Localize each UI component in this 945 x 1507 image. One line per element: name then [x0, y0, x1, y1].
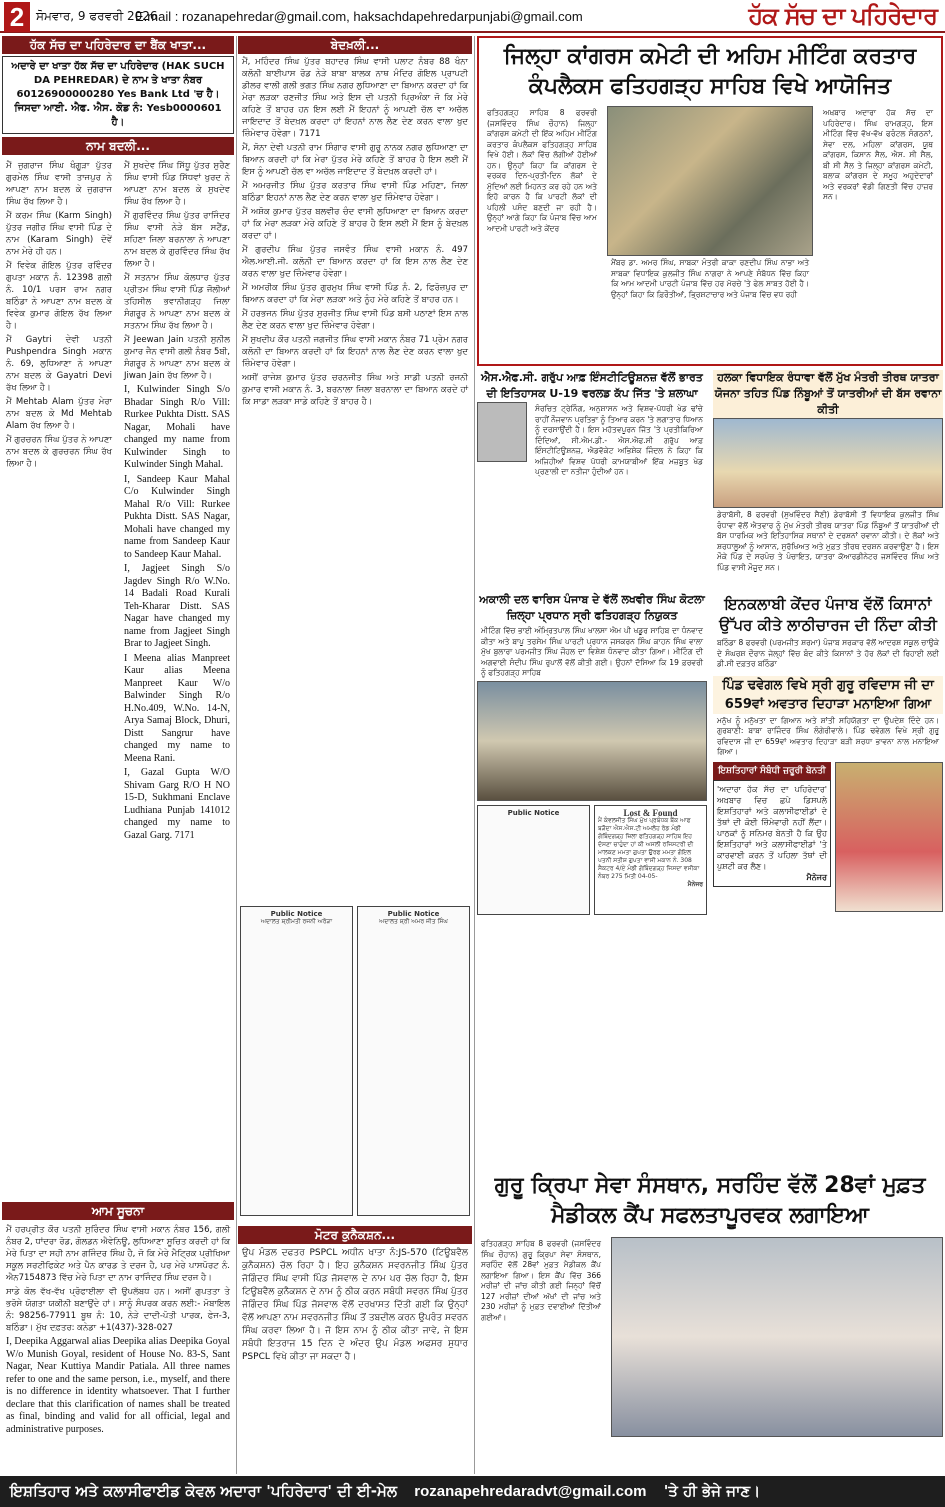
- list-item: ਮੈਂ ਸਤਨਾਮ ਸਿੰਘ ਕੋਲਧਾਰ ਪੁੱਤਰ ਪ੍ਰੀਤਮ ਸਿੰਘ ਵਾਸੀ ਪਿੰਡ ਜੌਲੀਆਂ ਤਹਿਸੀਲ ਭਵਾਨੀਗੜ੍ਹ ਜਿਲਾ ਸੰਗਰੂਰ ਨੇ ਆਪਣਾ ਨਾਮ ਬਦਲ ਕੇ ਸਤਨਾਮ ਸਿੰਘ ਰੱਖ ਲਿਆ ਹੈ।: [124, 273, 230, 331]
- column-divider: [474, 36, 475, 1474]
- list-item: I Meena alias Manpreet Kaur alias Meena Manpreet Kaur W/o Balwinder Singh R/o H.No.409, W.No. 14-N, Arya Samaj Block, Dhuri, Distt Sangrur have changed my name to Meena Rani.: [124, 652, 230, 764]
- ravidas-headline: ਪਿੰਡ ਢਵੇਗਲ ਵਿਖੇ ਸ੍ਰੀ ਗੁਰੂ ਰਵਿਦਾਸ ਜੀ ਦਾ 659ਵਾਂ ਅਵਤਾਰ ਦਿਹਾੜਾ ਮਨਾਇਆ ਗਿਆ: [713, 676, 943, 714]
- disinheritance-title: ਬੇਦਖ਼ਲੀ...: [238, 36, 472, 54]
- footer-email[interactable]: rozanapehredaradvt@gmail.com: [414, 1483, 647, 1500]
- randhawa-headline: ਹਲਕਾ ਵਿਧਾਇਕ ਰੰਧਾਵਾ ਵੱਲੋਂ ਮੁੱਖ ਮੰਤਰੀ ਤੀਰਥ ਯਾਤਰਾ ਯੋਜਨਾ ਤਹਿਤ ਪਿੰਡ ਨਿੰਬੂਆਂ ਤੋਂ ਯਾਤਰੀਆਂ ਦੀ ਬੱਸ ਰਵਾਨਾ ਕੀਤੀ: [714, 371, 942, 416]
- news-section: [477, 36, 943, 1474]
- farmers-text: ਬਠਿੰਡਾ 8 ਫਰਵਰੀ (ਪਰਮਜੀਤ ਸ਼ਰਮਾ) ਪੰਜਾਬ ਸਰਕਾਰ ਵੱਲੋਂ ਆਦਰਸ਼ ਸਕੂਲ ਚਾਉਕੇ ਦੇ ਸੰਘਰਸ਼ ਦੌਰਾਨ ਜੇਲ੍ਹਾਂ ਵਿੱਚ ਬੰਦ ਕੀਤੇ ਕਿਸਾਨਾਂ ਤੇ ਹੋਰ ਲੋਕਾਂ ਦੀ ਰਿਹਾਈ ਲਈ ਡੀ.ਸੀ ਦਫ਼ਤਰ ਬਠਿੰਡਾ: [717, 638, 939, 668]
- contact-email: E.mail : rozanapehredar@gmail.com, haksachdapehredarpunjabi@gmail.com: [135, 9, 583, 24]
- list-item: ਮੈਂ, ਮਹਿੰਦਰ ਸਿੰਘ ਪੁੱਤਰ ਬਹਾਦਰ ਸਿੰਘ ਵਾਸੀ ਪਲਾਟ ਨੰਬਰ 88 ਖੰਨਾ ਕਲੋਨੀ ਬਾਈਪਾਸ ਰੋਡ ਨੇੜੇ ਬਾਬਾ ਬਾਲਕ ਨਾਥ ਮੰਦਿਰ ਗੋਇਲ ਪ੍ਰਾਪਟੀ ਡੀਲਰ ਵਾਲੀ ਗਲੀ ਭਗਤ ਸਿੰਘ ਨਗਰ ਲੁਧਿਆਣਾ ਦਾ ਬਿਆਨ ਕਰਦਾ ਹਾਂ ਕਿ ਮੇਰਾ ਲੜਕਾ ਰਣਜੀਤ ਸਿੰਘ ਅਤੇ ਇਸ ਦੀ ਪਤਨੀ ਪ੍ਰਿਅੰਕਾ ਜੋ ਕਿ ਮੇਰੇ ਕਹਿਣੇ ਤੋਂ ਬਾਹਰ ਹਨ ਇਸ ਲਈ ਮੈਂ ਇਹਨਾਂ ਨੂੰ ਆਪਣੀ ਚੱਲ ਵਾ ਅਚੱਲ ਜਾਇਦਾਦ ਤੋਂ ਬੇਦਖ਼ਲ ਕਰਦਾ ਹਾਂ ਇਹਨਾਂ ਨਾਲ ਲੈਣ ਦੇਣ ਕਰਨ ਵਾਲਾ ਖੁਦ ਜ਼ਿੰਮੇਵਾਰ ਹੋਵੇਗਾ। 7171: [242, 57, 468, 139]
- list-item: I, Sandeep Kaur Mahal C/o Kulwinder Singh Mahal R/o Vill: Rurkee Pukhta Distt. SAS Nagar, Mohali have changed my name from Sandeep Kaur to Sandeep Kaur Mahal.: [124, 473, 230, 560]
- public-notice-1: Public Notice ਅਦਾਲਤ ਸ਼੍ਰੀਮਤੀ ਰਜਨੀ ਅਰੋੜਾ: [240, 906, 353, 1216]
- akali-text: ਮੀਟਿੰਗ ਵਿੱਚ ਭਾਈ ਅੰਮ੍ਰਿਤਪਾਲ ਸਿੰਘ ਖਾਲਸਾ ਐਮ ਪੀ ਖਡੂਰ ਸਾਹਿਬ ਦਾ ਧੰਨਵਾਦ ਕੀਤਾ ਅਤੇ ਬਾਪੂ ਤਰਸੇਮ ਸਿੰਘ ਪਾਰਟੀ ਪ੍ਰਧਾਨ ਜਸਕਰਨ ਸਿੰਘ ਕਾਹਨ ਸਿੰਘ ਵਾਲਾ ਮੁੱਖ ਬੁਲਾਰਾ ਪਰਮਜੀਤ ਸਿੰਘ ਜੌਹਲ ਦਾ ਵਿਸ਼ੇਸ਼ ਧੰਨਵਾਦ ਕੀਤਾ ਗਿਆ। ਮੀਟਿੰਗ ਦੀ ਅਗਵਾਈ ਸੰਦੀਪ ਸਿੰਘ ਰੁਪਾਲੋਂ ਵੱਲੋਂ ਕੀਤੀ ਗਈ। ਉਹਨਾਂ ਦੱਸਿਆ ਕਿ 19 ਫ਼ਰਵਰੀ ਨੂੰ ਫਤਿਹਗੜ੍ਹ ਸਾਹਿਬ: [481, 626, 703, 677]
- ravidas-text: ਮਨੁੱਖ ਨੂੰ ਮਨੁੱਖਤਾ ਦਾ ਗਿਆਨ ਅਤੇ ਸ਼ਾਂਤੀ ਸਹਿਯੋਗਤਾ ਦਾ ਉਪਦੇਸ਼ ਦਿੰਦੇ ਹਨ। ਗੁਰਬਾਣੀ: ਬਾਬਾ ਰਾਜਿੰਦਰ ਸਿੰਘ ਲੰਗੇਰੀਵਾਲੇ। ਪਿੰਡ ਢਵੇਗਲ ਵਿਖੇ ਸ੍ਰੀ ਗੁਰੂ ਰਵਿਦਾਸ ਜੀ ਦਾ 659ਵਾਂ ਅਵਤਾਰ ਦਿਹਾੜਾ ਬੜੀ ਸ਼ਰਧਾ ਭਾਵਨਾ ਨਾਲ ਮਨਾਇਆ ਗਿਆ।: [717, 715, 939, 756]
- list-item: ਮੈਂ ਅਸ਼ੋਕ ਕੁਮਾਰ ਪੁੱਤਰ ਬਲਵੀਰ ਚੰਦ ਵਾਸੀ ਲੁਧਿਆਣਾ ਦਾ ਬਿਆਨ ਕਰਦਾ ਹਾਂ ਕਿ ਮੇਰਾ ਲੜਕਾ ਮੇਰੇ ਕਹਿਣੇ ਤੋਂ ਬਾਹਰ ਹੈ ਇਸ ਲਈ ਮੈਂ ਇਸ ਨੂੰ ਬੇਦਖ਼ਲ ਕਰਦਾ ਹਾਂ।: [242, 207, 468, 241]
- list-item: ਮੈਂ ਅਮਰੀਕ ਸਿੰਘ ਪੁੱਤਰ ਗੁਰਮੁਖ ਸਿੰਘ ਵਾਸੀ ਪਿੰਡ ਨੰ. 2, ਫਿਰੋਜ਼ਪੁਰ ਦਾ ਬਿਆਨ ਕਰਦਾ ਹਾਂ ਕਿ ਮੇਰਾ ਲੜਕਾ ਅਤੇ ਨੂੰਹ ਮੇਰੇ ਕਹਿਣੇ ਤੋਂ ਬਾਹਰ ਹਨ।: [242, 283, 468, 305]
- list-item: ਮੈਂ ਜੁਗਰਾਜ ਸਿੰਘ ਖੰਗੂੜਾ ਪੁੱਤਰ ਗੁਰਮੇਲ ਸਿੰਘ ਵਾਸੀ ਤਾਜਪੁਰ ਨੇ ਆਪਣਾ ਨਾਮ ਬਦਲ ਕੇ ਜੁਗਰਾਜ ਸਿੰਘ ਰੱਖ ਲਿਆ ਹੈ।: [6, 161, 112, 207]
- ravidas-celebration-photo: [835, 762, 943, 912]
- issue-date: ਸੋਮਵਾਰ, 9 ਫਰਵਰੀ 2026: [36, 9, 158, 23]
- public-notices: [240, 906, 470, 1216]
- list-item: ਮੈਂ Mehtab Alam ਪੁੱਤਰ ਮੇਰਾ ਨਾਮ ਬਦਲ ਕੇ Md Mehtab Alam ਰੱਖ ਲਿਆ ਹੈ।: [6, 397, 112, 431]
- main-story-headline: ਜਿਲ੍ਹਾ ਕਾਂਗਰਸ ਕਮੇਟੀ ਦੀ ਅਹਿਮ ਮੀਟਿੰਗ ਕਰਤਾਰ ਕੰਪਲੈਕਸ ਫਤਿਹਗੜ੍ਹ ਸਾਹਿਬ ਵਿਖੇ ਆਯੋਜਿਤ: [503, 44, 917, 99]
- list-item: ਮੈਂ ਗੁਰਚਰਨ ਸਿੰਘ ਪੁੱਤਰ ਨੇ ਆਪਣਾ ਨਾਮ ਬਦਲ ਕੇ ਗੁਰਚਰਨ ਸਿੰਘ ਰੱਖ ਲਿਆ ਹੈ।: [6, 435, 112, 469]
- general-notice-english: I, Deepika Aggarwal alias Deepika alias Deepika Goyal W/o Munish Goyal, resident of House No. 83-S, Sant Nagar, Near Kuttiya Mandir Patiala. All three names refer to one and the same person, i.e., myself, and there is no difference in identity whatsoever. That I further declare that this clarification of names shall be treated as final, binding and valid for all official, legal and administrative purposes.: [6, 1336, 230, 1435]
- medical-camp-photo: [611, 1237, 943, 1437]
- newspaper-logo: ਹੱਕ ਸੱਚ ਦਾ ਪਹਿਰੇਦਾਰ: [748, 2, 937, 30]
- left-stack: [477, 592, 707, 915]
- public-notice-3: Public Notice: [477, 805, 590, 915]
- name-change-title: ਨਾਮ ਬਦਲੀ...: [2, 137, 234, 155]
- medical-camp-headline: ਗੁਰੂ ਕ੍ਰਿਪਾ ਸੇਵਾ ਸੰਸਥਾਨ, ਸਰਹਿੰਦ ਵੱਲੋਂ 28ਵਾਂ ਮੁਫ਼ਤ ਮੈਡੀਕਲ ਕੈਂਪ ਸਫਲਤਾਪੂਰਵਕ ਲਗਾਇਆ: [494, 1173, 926, 1228]
- akali-headline: ਅਕਾਲੀ ਦਲ ਵਾਰਿਸ ਪੰਜਾਬ ਦੇ ਵੱਲੋਂ ਲਖਵੀਰ ਸਿੰਘ ਕੋਟਲਾ ਜ਼ਿਲ੍ਹਾ ਪ੍ਰਧਾਨ ਸ੍ਰੀ ਫਤਿਹਗੜ੍ਹ ਨਿਯੁਕਤ: [479, 593, 705, 622]
- randhawa-story: [713, 370, 943, 590]
- list-item: ਮੈਂ ਸੁਖਦੀਪ ਕੌਰ ਪਤਨੀ ਜਗਜੀਤ ਸਿੰਘ ਵਾਸੀ ਮਕਾਨ ਨੰਬਰ 71 ਪ੍ਰੇਮ ਨਗਰ ਕਲੋਨੀ ਦਾ ਬਿਆਨ ਕਰਦੀ ਹਾਂ ਕਿ ਇਹਨਾਂ ਨਾਲ ਲੈਣ ਦੇਣ ਕਰਨ ਵਾਲਾ ਖੁਦ ਜ਼ਿੰਮੇਵਾਰ ਹੋਵੇਗਾ।: [242, 335, 468, 369]
- bus-departure-photo: [713, 418, 943, 508]
- motor-connection-section: [238, 1226, 472, 1366]
- list-item: ਮੈਂ Gaytri ਦੇਵੀ ਪਤਨੀ Pushpendra Singh ਮਕਾਨ ਨੰ. 69, ਲੁਧਿਆਣਾ ਨੇ ਆਪਣਾ ਨਾਮ ਬਦਲ ਕੇ Gayatri Devi ਰੱਖ ਲਿਆ ਹੈ।: [6, 335, 112, 393]
- sfc-text: ਸੰਰਚਿਤ ਟ੍ਰੇਨਿੰਗ, ਅਨੁਸ਼ਾਸਨ ਅਤੇ ਵਿਸ਼ਵ-ਪੱਧਰੀ ਖੇਡ ਢਾਂਚੇ ਰਾਹੀਂ ਨੌਜਵਾਨ ਪ੍ਰਤਿਭਾ ਨੂੰ ਤਿਆਰ ਕਰਨ 'ਤੇ ਲਗਾਤਾਰ ਧਿਆਨ ਨੂੰ ਦਰਸਾਉਂਦੀ ਹੈ। ਇਸ ਮਹੱਤਵਪੂਰਨ ਜਿੱਤ 'ਤੇ ਪ੍ਰਤੀਕਿਰਿਆ ਦਿੰਦਿਆਂ, ਸੀ.ਐਮ.ਡੀ.- ਐਸ.ਐਫ.ਸੀ ਗਰੁੱਪ ਆਫ਼ ਇੰਸਟੀਟਿਊਸ਼ਨਜ਼, ਐਡਵੋਕੇਟ ਅਭਿਸ਼ੇਕ ਜਿੰਦਲ ਨੇ ਕਿਹਾ ਕਿ ਅਜਿਹੀਆਂ ਵਿਸ਼ਵ ਪੱਧਰੀ ਕਾਮਯਾਬੀਆਂ ਇੱਕ ਮਜ਼ਬੂਤ ਖੇਡ ਪ੍ਰਣਾਲੀ ਦਾ ਨਤੀਜਾ ਹੁੰਦੀਆਂ ਹਨ।: [535, 404, 703, 476]
- main-story-col-3: ਅਖ਼ਬਾਰ ਅਦਾਰਾ ਹੱਕ ਸੱਚ ਦਾ ਪਹਿਰੇਦਾਰ। ਸਿੰਘ ਰਾਮਗੜ੍ਹ, ਇਸ ਮੀਟਿੰਗ ਵਿੱਚ ਵੱਖ-ਵੱਖ ਫਰੰਟਲ ਸੰਗਠਨਾਂ, ਸੇਵਾ ਦਲ, ਮਹਿਲਾ ਕਾਂਗਰਸ, ਯੂਥ ਕਾਂਗਰਸ, ਕਿਸਾਨ ਸੈਲ, ਐਸ. ਸੀ ਸੈਲ, ਬੀ ਸੀ ਸੈਲ ਤੇ ਜਿਲ੍ਹਾ ਕਾਂਗਰਸ ਕਮੇਟੀ, ਬਲਾਕ ਕਾਂਗਰਸ ਦੇ ਸਮੂਹ ਅਹੁਦੇਦਾਰਾਂ ਅਤੇ ਵਰਕਰਾਂ ਵੱਡੀ ਗਿਣਤੀ ਵਿੱਚ ਹਾਜ਼ਰ ਸਨ।: [823, 108, 933, 201]
- ad-disclaimer-text: 'ਅਦਾਰਾ ਹੱਕ ਸੱਚ ਦਾ ਪਹਿਰੇਦਾਰ' ਅਖ਼ਬਾਰ ਵਿਚ ਛਪੇ ਡਿਸਪਲੇ ਇਸ਼ਤਿਹਾਰਾਂ ਅਤੇ ਕਲਾਸੀਫਾਈਡਾਂ ਦੇ ਤੱਥਾਂ ਦੀ ਕੋਈ ਜ਼ਿੰਮੇਵਾਰੀ ਨਹੀਂ ਲੈਂਦਾ। ਪਾਠਕਾਂ ਨੂੰ ਸਨਿਮਰ ਬੇਨਤੀ ਹੈ ਕਿ ਉਹ ਇਸ਼ਤਿਹਾਰਾਂ ਅਤੇ ਕਲਾਸੀਫਾਈਡਾਂ 'ਤੇ ਕਾਰਵਾਈ ਕਰਨ ਤੋਂ ਪਹਿਲਾ ਤੱਥਾਂ ਦੀ ਪੁਸ਼ਟੀ ਕਰ ਲੈਣ।: [717, 784, 827, 871]
- column-classifieds-left: [2, 36, 234, 1474]
- list-item: ਮੈਂ, ਸੋਨਾ ਦੇਵੀ ਪਤਨੀ ਰਾਮ ਸਿੰਗਾਰ ਵਾਸੀ ਗੁਰੂ ਨਾਨਕ ਨਗਰ ਲੁਧਿਆਣਾ ਦਾ ਬਿਆਨ ਕਰਦੀ ਹਾਂ ਕਿ ਮੇਰਾ ਪੁੱਤਰ ਮੇਰੇ ਕਹਿਣੇ ਤੋਂ ਬਾਹਰ ਹੈ ਇਸ ਲਈ ਮੈਂ ਇਸ ਨੂੰ ਆਪਣੀ ਚੱਲ ਵਾ ਅਚੱਲ ਜਾਇਦਾਦ ਤੋਂ ਬੇਦਖ਼ਲ ਕਰਦੀ ਹਾਂ।: [242, 143, 468, 177]
- ad-disclaimer-signature: ਮੈਨੇਜਰ: [806, 872, 827, 882]
- congress-meeting-photo: [607, 106, 813, 256]
- page-number: 2: [4, 2, 30, 32]
- bank-account-title: ਹੱਕ ਸੱਚ ਦਾ ਪਹਿਰੇਦਾਰ ਦਾ ਬੈਂਕ ਖਾਤਾ...: [2, 36, 234, 54]
- main-story: [477, 36, 943, 366]
- motor-connection-title: ਮੋਟਰ ਕੁਨੈਕਸ਼ਨ...: [238, 1226, 472, 1244]
- farmers-headline: ਇਨਕਲਾਬੀ ਕੇਂਦਰ ਪੰਜਾਬ ਵੱਲੋਂ ਕਿਸਾਨਾਂ ਉੱਪਰ ਕੀਤੇ ਲਾਠੀਚਾਰਜ ਦੀ ਨਿੰਦਾ ਕੀਤੀ: [719, 595, 937, 634]
- name-change-list: [2, 158, 234, 1198]
- medical-camp-story: [477, 1171, 943, 1437]
- medical-camp-text: ਫਤਿਹਗੜ੍ਹ ਸਾਹਿਬ 8 ਫਰਵਰੀ (ਜਸਵਿੰਦਰ ਸਿੰਘ ਚੌਹਾਨ) ਗੁਰੂ ਕ੍ਰਿਪਾ ਸੇਵਾ ਸੰਸਥਾਨ, ਸਰਹਿੰਦ ਵੱਲੋਂ 28ਵਾਂ ਮੁਫ਼ਤ ਮੈਡੀਕਲ ਕੈਂਪ ਲਗਾਇਆ ਗਿਆ। ਇਸ ਕੈਂਪ ਵਿੱਚ 366 ਮਰੀਜ਼ਾਂ ਦੀ ਜਾਂਚ ਕੀਤੀ ਗਈ ਜਿਨ੍ਹਾਂ ਵਿੱਚੋਂ 127 ਮਰੀਜ਼ਾਂ ਦੀਆਂ ਅੱਖਾਂ ਦੀ ਜਾਂਚ ਅਤੇ 230 ਮਰੀਜ਼ਾਂ ਨੂੰ ਮੁਫ਼ਤ ਦਵਾਈਆਂ ਦਿੱਤੀਆਂ ਗਈਆਂ।: [481, 1239, 601, 1322]
- list-item: ਮੈਂ ਗੁਰਦੀਪ ਸਿੰਘ ਪੁੱਤਰ ਜਸਵੰਤ ਸਿੰਘ ਵਾਸੀ ਮਕਾਨ ਨੰ. 497 ਐਲ.ਆਈ.ਜੀ. ਕਲੋਨੀ ਦਾ ਬਿਆਨ ਕਰਦਾ ਹਾਂ ਕਿ ਇਸ ਨਾਲ ਲੈਣ ਦੇਣ ਕਰਨ ਵਾਲਾ ਖੁਦ ਜ਼ਿੰਮੇਵਾਰ ਹੋਵੇਗਾ।: [242, 245, 468, 279]
- main-story-body: [483, 106, 937, 302]
- lost-found-notice: Lost & Found ਮੈਂ ਕੰਵਲਜੀਤ ਸਿੰਘ ਮੁੱਖ ਪ੍ਰਬੰਧਕ ਬੈਂਕ ਆਫ ਬੜੌਦਾ ਐਸ.ਐਸ.ਟੀ ਅਮਲੋਹ ਰੋਡ ਮੰਡੀ ਗੋਬਿੰਦਗੜ੍ਹ ਜ਼ਿਲਾ ਫਤਿਹਗੜ੍ਹ ਸਾਹਿਬ ਇਹ ਦੱਸਣਾ ਚਾਹੁੰਦਾ ਹਾਂ ਕੀ ਅਸਲੀ ਰਜਿਸਟਰੀ ਦੀ ਮਾਲਕਣ ਮਮਤਾ ਗੁਪਤਾ ਉਰਫ ਮਮਤਾ ਗੋਇਲ ਪਤਨੀ ਸਤੀਸ਼ ਗੁਪਤਾ ਵਾਸੀ ਮਕਾਨ ਨੰ. 308 ਸੈਕਟਰ 4/ਏ ਮੰਡੀ ਗੋਬਿੰਦਗੜ੍ਹ ਜਿਸਦਾ ਵਸੀਕਾ ਨੰਬਰ 275 ਮਿਤੀ 04-05- ਮੈਨੇਜਰ: [594, 805, 707, 915]
- ad-disclaimer-title: ਇਸ਼ਤਿਹਾਰਾਂ ਸੰਬੰਧੀ ਜ਼ਰੂਰੀ ਬੇਨਤੀ: [713, 762, 831, 780]
- general-notice-title: ਆਮ ਸੂਚਨਾ: [2, 1202, 234, 1220]
- list-item: I, Jagjeet Singh S/o Jagdev Singh R/o W.No. 14 Badali Road Kurali Teh-Kharar Distt. SAS Nagar have changed my name from Jagjeet Singh Brar to Jagjeet Singh.: [124, 563, 230, 649]
- name-change-col-2: [120, 158, 234, 1198]
- general-notice-item: ਸਾਡੇ ਕੋਲ ਵੱਖ-ਵੱਖ ਪ੍ਰੋਫਾਈਲਾ ਵੀ ਉਪਲੱਬਧ ਹਨ। ਅਸੀਂ ਗੁਪਤਤਾ ਤੇ ਭਰੋਸੇ ਯੋਗਤਾ ਯਕੀਨੀ ਬਣਾਉਂਦੇ ਹਾਂ। ਸਾਨੂੰ ਸੰਪਰਕ ਕਰਨ ਲਈ:- ਮੋਬਾਇਲ ਨੰ: 98256-77911 ਬੂਥ ਨੰ: 10, ਨੇੜੇ ਦਾਦੀ-ਪੋਤੀ ਪਾਰਕ, ਫੇਜ-3, ਬਠਿੰਡਾ। ਮੁੱਖ ਦਫ਼ਤਰ: ਕਨੇਡਾ +1(437)-328-027: [6, 1287, 230, 1333]
- sfc-story: [477, 370, 707, 590]
- page-header: [0, 0, 945, 33]
- list-item: ਅਸੀਂ ਰਾਜੇਸ਼ ਕੁਮਾਰ ਪੁੱਤਰ ਚਰਨਜੀਤ ਸਿੰਘ ਅਤੇ ਸਾਡੀ ਪਤਨੀ ਰਜਨੀ ਕੁਮਾਰ ਵਾਸੀ ਮਕਾਨ ਨੰ. 3, ਬਰਨਾਲਾ ਜਿਲਾ ਬਰਨਾਲਾ ਦਾ ਬਿਆਨ ਕਰਦੇ ਹਾਂ ਕਿ ਸਾਡਾ ਲੜਕਾ ਸਾਡੇ ਕਹਿਣੇ ਤੋਂ ਬਾਹਰ ਹੈ।: [242, 373, 468, 407]
- public-notice-2: Public Notice ਅਦਾਲਤ ਸ਼੍ਰੀ ਅਮਰ ਜੀਤ ਸਿੰਘ: [357, 906, 470, 1216]
- ad-disclaimer: [713, 762, 831, 912]
- name-change-col-1: [2, 158, 116, 1198]
- right-stack: [713, 592, 943, 915]
- sfc-headline: ਐਸ.ਐਫ.ਸੀ. ਗਰੁੱਪ ਆਫ਼ ਇੰਸਟੀਟਿਊਸ਼ਨਜ਼ ਵੱਲੋਂ ਭਾਰਤ ਦੀ ਇਤਿਹਾਸਕ U-19 ਵਰਲਡ ਕੱਪ ਜਿੱਤ 'ਤੇ ਸ਼ਲਾਘਾ: [481, 371, 703, 400]
- column-divider: [236, 36, 237, 1474]
- bank-account-text: ਅਦਾਰੇ ਦਾ ਖਾਤਾ ਹੱਕ ਸੱਚ ਦਾ ਪਹਿਰੇਦਾਰ (HAK SUCH DA PEHREDAR) ਦੇ ਨਾਮ ਤੇ ਖਾਤਾ ਨੰਬਰ 60126900000280 Yes Bank Ltd 'ਚ ਹੈ। ਜਿਸਦਾ ਆਈ. ਐਫ. ਐਸ. ਕੋਡ ਨੰ: Yesb0000601 ਹੈ।: [2, 56, 234, 134]
- list-item: ਮੈਂ ਗੁਰਵਿੰਦਰ ਸਿੰਘ ਪੁੱਤਰ ਰਾਜਿੰਦਰ ਸਿੰਘ ਵਾਸੀ ਨੇੜੇ ਬੱਸ ਸਟੈਂਡ, ਸ਼ਹਿਣਾ ਜਿਲਾ ਬਰਨਾਲਾ ਨੇ ਆਪਣਾ ਨਾਮ ਬਦਲ ਕੇ ਗੁਰਵਿੰਦਰ ਸਿੰਘ ਰੱਖ ਲਿਆ ਹੈ।: [124, 211, 230, 269]
- list-item: I, Kulwinder Singh S/o Bhadar Singh R/o Vill: Rurkee Pukhta Distt. SAS Nagar, Mohali have changed my name from Kulwinder Singh to Kulwinder Singh Mahal.: [124, 384, 230, 470]
- list-item: ਮੈਂ Jeewan Jain ਪਤਨੀ ਸੁਨੀਲ ਕੁਮਾਰ ਜੈਨ ਵਾਸੀ ਗਲੀ ਨੰਬਰ 5ਬੀ, ਸੰਗਰੂਰ ਨੇ ਆਪਣਾ ਨਾਮ ਬਦਲ ਕੇ Jiwan Jain ਰੱਖ ਲਿਆ ਹੈ।: [124, 335, 230, 381]
- list-item: ਮੈਂ ਕਰਮ ਸਿੰਘ (Karm Singh) ਪੁੱਤਰ ਜਗੀਰ ਸਿੰਘ ਵਾਸੀ ਪਿੰਡ ਦੇ ਨਾਮ (Karam Singh) ਦੋਵੇਂ ਨਾਮ ਮੇਰੇ ਹੀ ਹਨ।: [6, 211, 112, 257]
- akali-group-photo: [477, 681, 707, 801]
- column-classifieds-middle: [238, 36, 472, 1474]
- list-item: ਮੈਂ ਵਿਵੇਕ ਗੋਇਲ ਪੁੱਤਰ ਰਵਿੰਦਰ ਗੁਪਤਾ ਮਕਾਨ ਨੰ. 12398 ਗਲੀ ਨੰ. 10/1 ਪਰਸ ਰਾਮ ਨਗਰ ਬਠਿੰਡਾ ਨੇ ਆਪਣਾ ਨਾਮ ਬਦਲ ਕੇ ਵਿਵੇਕ ਕੁਮਾਰ ਗੋਇਲ ਰੱਖ ਲਿਆ ਹੈ।: [6, 261, 112, 331]
- footer-text: ਇਸ਼ਤਿਹਾਰ ਅਤੇ ਕਲਾਸੀਫਾਈਡ ਕੇਵਲ ਅਦਾਰਾ 'ਪਹਿਰੇਦਾਰ' ਦੀ ਈ-ਮੇਲ: [10, 1482, 398, 1500]
- list-item: ਮੈਂ ਹਰਭਜਨ ਸਿੰਘ ਪੁੱਤਰ ਸੁਰਜੀਤ ਸਿੰਘ ਵਾਸੀ ਪਿੰਡ ਬਸੀ ਪਠਾਣਾਂ ਇਸ ਨਾਲ ਲੈਣ ਦੇਣ ਕਰਨ ਵਾਲਾ ਖੁਦ ਜ਼ਿੰਮੇਵਾਰ ਹੋਵੇਗਾ।: [242, 309, 468, 331]
- main-story-col-2: ਮੈਂਬਰ ਡਾ. ਅਮਰ ਸਿੰਘ, ਸਾਬਕਾ ਮੰਤਰੀ ਕਾਕਾ ਰਣਦੀਪ ਸਿੰਘ ਨਾਭਾ ਅਤੇ ਸਾਬਕਾ ਵਿਧਾਇਕ ਕੁਲਜੀਤ ਸਿੰਘ ਨਾਗਰਾ ਨੇ ਆਪਣੇ ਸੰਬੋਧਨ ਵਿੱਚ ਕਿਹਾ ਕਿ ਆਮ ਆਦਮੀ ਪਾਰਟੀ ਪੰਜਾਬ ਵਿੱਚ ਹਰ ਮੋਰਚੇ 'ਤੇ ਫੇਲ ਸਾਬਤ ਹੋਈ ਹੈ। ਉਨ੍ਹਾਂ ਕਿਹਾ ਕਿ ਫ਼ਿਰੌਤੀਆਂ, ਭ੍ਰਿਸ਼ਟਾਚਾਰ ਅਤੇ ਪੰਜਾਬ ਵਿੱਚ ਵਧ ਰਹੀ: [611, 258, 809, 299]
- motor-connection-text: ਉਪ ਮੰਡਲ ਦਫਤਰ PSPCL ਅਧੀਨ ਖਾਤਾ ਨੰ:JS-570 (ਟਿਊਬਵੈਲ ਕੁਨੈਕਸ਼ਨ) ਚੱਲ ਰਿਹਾ ਹੈ। ਇਹ ਕੁਨੈਕਸ਼ਨ ਸਵਰਨਜੀਤ ਸਿੰਘ ਪੁੱਤਰ ਜੋਗਿੰਦਰ ਸਿੰਘ ਵਾਸੀ ਪਿੰਡ ਜੋਸਵਾਲ ਦੇ ਨਾਮ ਪਰ ਚੱਲ ਰਿਹਾ ਹੈ, ਇਸ ਟਿਊਬਵੈਲ ਕੁਨੈਕਸ਼ਨ ਦੇ ਨਾਮ ਨੂੰ ਠੀਕ ਕਰਨ ਸਬੰਧੀ ਸਵਰਨ ਸਿੰਘ ਪੁੱਤਰ ਜੋਗਿੰਦਰ ਸਿੰਘ ਪਿੰਡ ਜੋਸਵਾਲ ਵੱਲੋਂ ਦਰਖਾਸਤ ਦਿੱਤੀ ਗਈ ਕਿ ਉਨ੍ਹਾਂ ਵੱਲੋਂ ਆਪਣਾ ਨਾਮ ਸਵਰਨਜੀਤ ਸਿੰਘ ਤੋਂ ਤਬਦੀਲ ਕਰਨ ਉਪਰੰਤ ਸਵਰਨ ਸਿੰਘ ਕਰਵਾ ਲਿਆ ਹੈ। ਜੋ ਇਸ ਨਾਮ ਨੂੰ ਠੀਕ ਕੀਤਾ ਜਾਵੇ, ਜੇ ਇਸ ਸਬੰਧੀ ਇਤਰਾਜ 15 ਦਿਨ ਦੇ ਅੰਦਰ ਉਪ ਮੰਡਲ ਅਫਸਰ ਸੁਧਾਰ PSPCL ਵਿਖੇ ਕੀਤਾ ਜਾ ਸਕਦਾ ਹੈ।: [242, 1248, 468, 1362]
- list-item: I, Gazal Gupta W/O Shivam Garg R/O H NO 15-D, Sukhmani Enclave Ludhiana Punjab 141012 changed my name to Gazal Garg. 7171: [124, 767, 230, 841]
- portrait-photo: [477, 402, 527, 462]
- main-story-col-1: ਫਤਿਹਗੜ੍ਹ ਸਾਹਿਬ 8 ਫਰਵਰੀ (ਜਸਵਿੰਦਰ ਸਿੰਘ ਚੌਹਾਨ) ਜਿਲ੍ਹਾ ਕਾਂਗਰਸ ਕਮੇਟੀ ਦੀ ਇੱਕ ਅਹਿਮ ਮੀਟਿੰਗ ਕਰਤਾਰ ਕੰਪਲੈਕਸ ਫਤਿਹਗੜ੍ਹ ਸਾਹਿਬ ਵਿਖੇ ਹੋਈ। ਲੋਕਾਂ ਵਿੱਚ ਲੱਗੀਆਂ ਹੋਈਆਂ ਹਨ। ਉਨ੍ਹਾਂ ਕਿਹਾ ਕਿ ਕਾਂਗਰਸ ਦੇ ਵਰਕਰ ਦਿਨ-ਪ੍ਰਤੀ-ਦਿਨ ਲੋਕਾਂ ਦੇ ਮੁੱਦਿਆਂ ਲਈ ਮਿਹਨਤ ਕਰ ਰਹੇ ਹਨ ਅਤੇ ਇਹੋ ਕਾਰਨ ਹੈ ਕਿ ਪਾਰਟੀ ਲੋਕਾਂ ਦੀ ਪਹਿਲੀ ਪਸੰਦ ਬਣਦੀ ਜਾ ਰਹੀ ਹੈ। ਉਨ੍ਹਾਂ ਆਗੇ ਕਿਹਾ ਕਿ ਪੰਜਾਬ ਵਿੱਚ ਆਮ ਆਦਮੀ ਪਾਰਟੀ ਅਤੇ ਕੇਂਦਰ: [487, 108, 597, 233]
- second-row-stories: [477, 370, 943, 590]
- list-item: ਮੈਂ ਅਮਰਜੀਤ ਸਿੰਘ ਪੁੱਤਰ ਕਰਤਾਰ ਸਿੰਘ ਵਾਸੀ ਪਿੰਡ ਮਹਿਣਾ, ਜਿਲਾ ਬਠਿੰਡਾ ਇਹਨਾਂ ਨਾਲ ਲੈਣ ਦੇਣ ਕਰਨ ਵਾਲਾ ਖੁਦ ਜ਼ਿੰਮੇਵਾਰ ਹੋਵੇਗਾ।: [242, 181, 468, 203]
- footer-suffix: 'ਤੇ ਹੀ ਭੇਜੇ ਜਾਣ।: [663, 1482, 761, 1500]
- third-row-stories: [477, 592, 943, 915]
- list-item: ਮੈਂ ਸੁਖਦੇਵ ਸਿੰਘ ਸਿੱਧੂ ਪੁੱਤਰ ਸੁਰੈਣ ਸਿੰਘ ਵਾਸੀ ਪਿੰਡ ਸਿੱਧਵਾਂ ਖੁਰਦ ਨੇ ਆਪਣਾ ਨਾਮ ਬਦਲ ਕੇ ਸੁਖਦੇਵ ਸਿੰਘ ਰੱਖ ਲਿਆ ਹੈ।: [124, 161, 230, 207]
- general-notice-item: ਮੈਂ ਹਰਪ੍ਰੀਤ ਕੌਰ ਪਤਨੀ ਸੁਰਿੰਦਰ ਸਿੰਘ ਵਾਸੀ ਮਕਾਨ ਨੰਬਰ 156, ਗਲੀ ਨੰਬਰ 2, ਧਾਂਦਰਾ ਰੋਡ, ਗੋਲਡਨ ਐਵੇਨਿਊ, ਲੁਧਿਆਣਾ ਸੂਚਿਤ ਕਰਦੀ ਹਾਂ ਕਿ ਮੇਰੇ ਪਿਤਾ ਦਾ ਸਹੀ ਨਾਮ ਗਜਿੰਦਰ ਸਿੰਘ ਹੈ, ਜੋ ਕਿ ਮੇਰੇ ਮੈਟ੍ਰਿਕ ਪ੍ਰੀਖਿਆ ਸਕੂਲ ਸਰਟੀਫਿਕੇਟ ਅਤੇ ਪੈਨ ਕਾਰਡ ਤੇ ਦਰਜ ਹੈ, ਪਰ ਮੇਰੇ ਪਾਸਪੋਰਟ ਨੰ. ਐਨ7154873 ਵਿੱਚ ਮੇਰੇ ਪਿਤਾ ਦਾ ਨਾਮ ਰਾਜਿੰਦਰ ਸਿੰਘ ਦਰਜ ਹੈ।: [6, 1225, 230, 1283]
- footer-banner: [0, 1476, 945, 1507]
- randhawa-text: ਡੇਰਾਬੱਸੀ, 8 ਫਰਵਰੀ (ਸੁਖਵਿੰਦਰ ਸੈਣੀ) ਡੇਰਾਬੱਸੀ ਤੋਂ ਵਿਧਾਇਕ ਕੁਲਜੀਤ ਸਿੰਘ ਰੰਧਾਵਾ ਵੱਲੋਂ ਐਤਵਾਰ ਨੂੰ ਮੁੱਖ ਮੰਤਰੀ ਤੀਰਥ ਯਾਤਰਾ ਪਿੰਡ ਨਿੰਬੂਆਂ ਤੋਂ ਯਾਤਰੀਆਂ ਦੀ ਬੱਸ ਧਾਰਮਿਕ ਅਤੇ ਇਤਿਹਾਸਿਕ ਸਥਾਨਾਂ ਦੇ ਦਰਸ਼ਨਾਂ ਰਵਾਨਾ ਕੀਤੀ। ਦੇ ਲੋਕਾਂ ਅਤੇ ਸ਼ਰਧਾਲੂਆਂ ਨੂੰ ਆਸਾਨ, ਸੁਰੱਖਿਅਤ ਅਤੇ ਮੁਫ਼ਤ ਤੀਰਥ ਦਰਸ਼ਨ ਕਰਵਾਉਣਾ ਹੈ। ਇਸ ਮੌਕੇ ਪਿੰਡ ਦੇ ਸਰਪੰਚ ਤੇ ਪੰਚਾਇਤ, ਯਾਤਰਾ ਕੋਆਰਡੀਨੇਟਰ ਜਸਵਿੰਦਰ ਸਿੰਘ ਅਤੇ ਪਿੰਡ ਵਾਸੀ ਮੌਜੂਦ ਸਨ।: [717, 510, 939, 572]
